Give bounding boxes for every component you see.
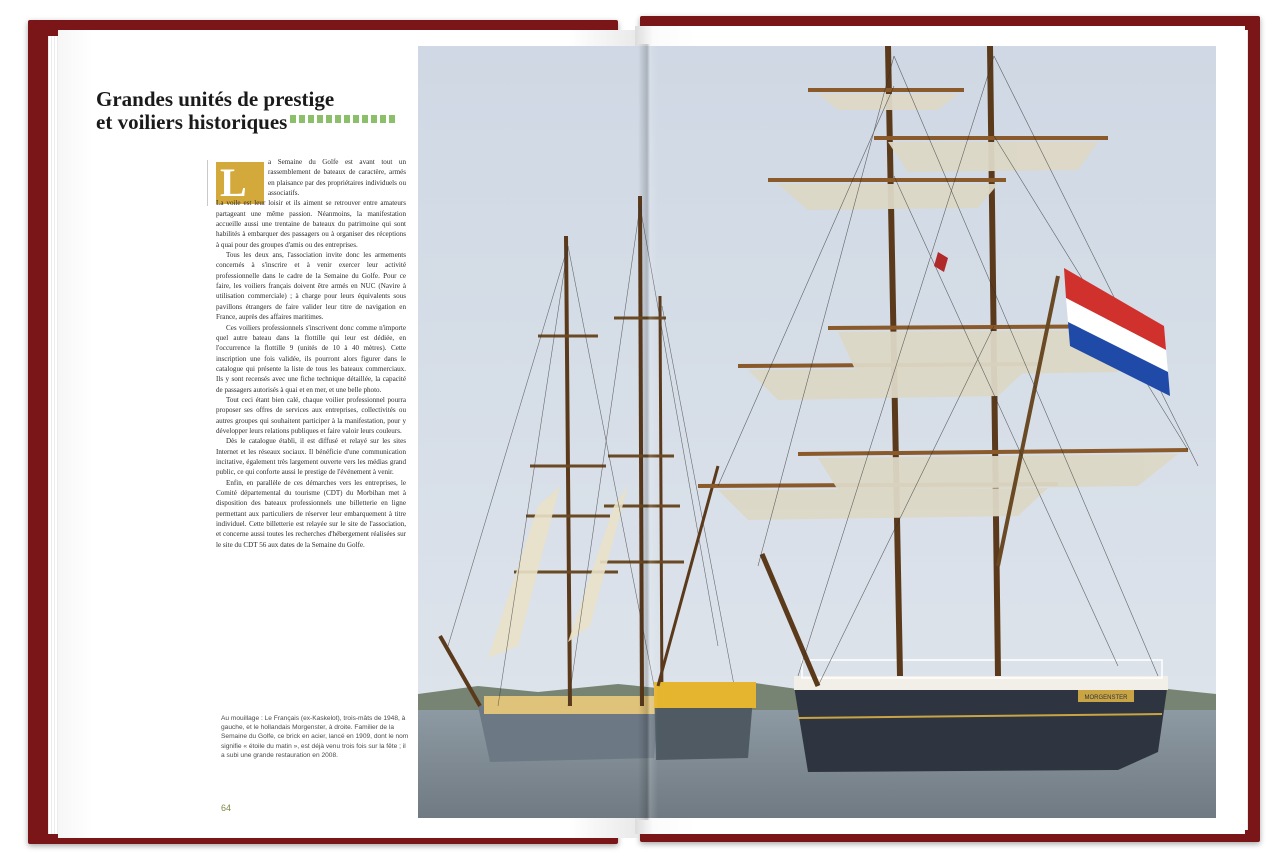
paragraph-4: Tout ceci étant bien calé, chaque voilier professionnel pourra proposer ses offres de services aux entreprises, collectivités ou autres groupes qui souhaitent participer à la manifestation, pour y développer leurs relations publiques et faire valoir leurs couleurs.: [216, 395, 406, 435]
spine-gutter: [638, 44, 658, 820]
dropcap-rule: [207, 160, 208, 206]
paragraph-5: Dès le catalogue établi, il est diffusé et relayé sur les sites Internet et les réseaux sociaux. Il bénéficie d'une communication incitative, également très largement ouverte vers les médias grand public, ce qui conforte aussi le prestige de l'événement à venir.: [216, 437, 406, 477]
tall-ships-photo: [418, 46, 1216, 818]
paragraph-1-opening: a Semaine du Golfe est avant tout un rassemblement de bateaux de caractère, armés en plaisance par des propriétaires individuels ou associatifs.: [268, 158, 406, 198]
paragraph-2: Tous les deux ans, l'association invite donc les armements concernés à s'inscrire et à venir exercer leur activité professionnelle dans le cadre de la Semaine du Golfe. Pour ce faire, les voiliers français doivent être armés en NUC (Navire à utilisation commerciale) ; à charge pour leurs équivalents sous pavillons étrangers de faire valider leur titre de navigation en France, auprès des affaires maritimes.: [216, 251, 406, 322]
page-number: 64: [221, 803, 232, 813]
article-body: [216, 157, 406, 550]
chapter-title-line1: Grandes unités de prestige: [96, 87, 335, 111]
dropcap: L: [216, 162, 264, 204]
title-decoration-dots: [290, 115, 396, 123]
chapter-title: [96, 88, 406, 134]
paragraph-1-rest: La voile est leur loisir et ils aiment se retrouver entre amateurs partageant une même passion. Néanmoins, la manifestation accueille aussi une trentaine de bateaux du patrimoine qui sont habilités à embarquer des passagers ou à organiser des réceptions à quai pour des groupes d'amis ou des entreprises.: [216, 199, 406, 249]
paragraph-3: Ces voiliers professionnels s'inscrivent donc comme n'importe quel autre bateau dans la flottille qui leur est dédiée, en l'occurrence la flottille 9 (unités de 10 à 40 mètres). Cette inscription une fois validée, ils pourront alors figurer dans le catalogue qui présente la liste de tous les bateaux commerciaux. Ils y sont recensés avec une fiche technique détaillée, la capacité de passagers autorisés à quai et en mer, et une belle photo.: [216, 323, 406, 394]
tall-ships-illustration: [418, 46, 1216, 818]
paragraph-1: [216, 157, 406, 250]
paragraph-6: Enfin, en parallèle de ces démarches vers les entreprises, le Comité départemental du tourisme (CDT) du Morbihan met à disposition des bateaux professionnels une billetterie en ligne permettant aux particuliers de réserver leur embarquement à titre individuel. Cette billetterie est relayée sur le site de l'association, et concerne aussi toutes les recherches d'hébergement réalisées sur le site du CDT 56 aux dates de la Semaine du Golfe.: [216, 478, 406, 549]
photo-caption: Au mouillage : Le Français (ex-Kaskelot), trois-mâts de 1948, à gauche, et le hollandais Morgenster, à droite. Familier de la Semaine du Golfe, ce brick en acier, lancé en 1909, dont le nom signifie « étoile du matin », est déjà venu trois fois sur la fête ; il a subi une grande restauration en 2008.: [221, 715, 409, 759]
chapter-title-line2: et voiliers historiques: [96, 110, 288, 134]
ship-name-plate-text: MORGENSTER: [1084, 695, 1128, 701]
